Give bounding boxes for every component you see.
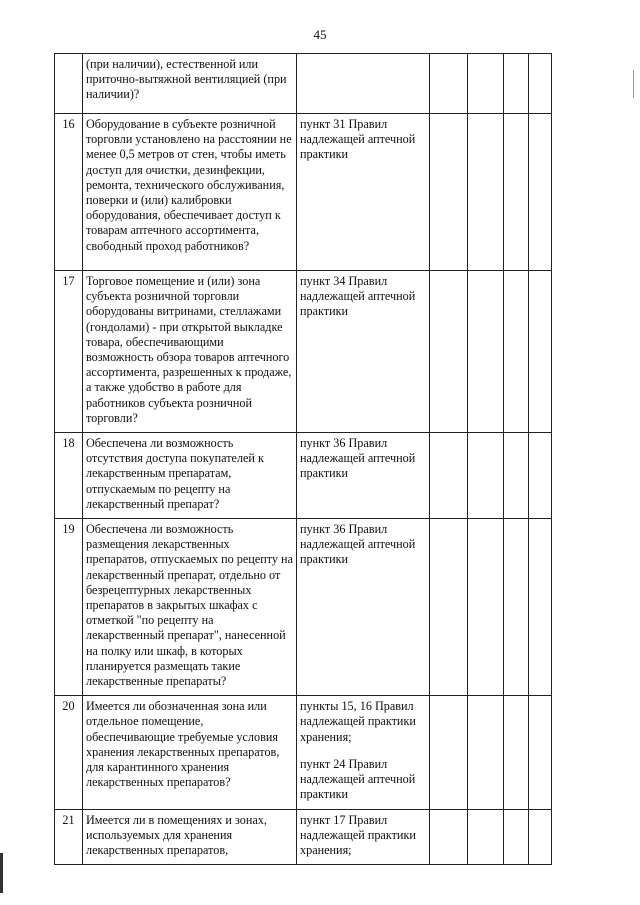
reference-text: пункт 24 Правил надлежащей аптечной практики — [300, 756, 416, 802]
row-cell-empty — [468, 519, 504, 696]
row-cell-empty — [529, 54, 552, 114]
row-cell-empty — [529, 433, 552, 519]
reference-text: пункт 36 Правил надлежащей аптечной практики — [300, 436, 416, 481]
row-cell-empty — [468, 114, 504, 271]
row-reference — [297, 519, 430, 696]
row-cell-empty — [504, 433, 529, 519]
scan-corner-mark — [0, 853, 3, 893]
row-cell-empty — [529, 271, 552, 433]
row-number: 17 — [55, 271, 83, 433]
row-cell-empty — [468, 809, 504, 865]
row-number: 19 — [55, 519, 83, 696]
row-reference — [297, 271, 430, 433]
row-number: 20 — [55, 696, 83, 809]
row-question: Имеется ли обозначенная зона или отдельное помещение, обеспечивающие требуемые условия хранения лекарственных препаратов, для карантинного хранения лекарственных препаратов? — [83, 696, 297, 809]
row-question: Обеспечена ли возможность отсутствия доступа покупателей к лекарственным препаратам, отпускаемым по рецепту на лекарственный препарат? — [83, 433, 297, 519]
row-cell-empty — [430, 696, 468, 809]
row-number: 21 — [55, 809, 83, 865]
row-number: 16 — [55, 114, 83, 271]
row-cell-empty — [529, 809, 552, 865]
row-reference — [297, 54, 430, 114]
row-cell-empty — [504, 809, 529, 865]
table-row — [55, 433, 552, 519]
row-reference — [297, 114, 430, 271]
row-cell-empty — [430, 114, 468, 271]
checklist-table — [54, 53, 552, 865]
table-row — [55, 54, 552, 114]
row-question: (при наличии), естественной или приточно-вытяжной вентиляцией (при наличии)? — [83, 54, 297, 114]
row-cell-empty — [430, 809, 468, 865]
row-number: 18 — [55, 433, 83, 519]
row-reference — [297, 696, 430, 809]
reference-text: пункт 31 Правил надлежащей аптечной практики — [300, 117, 416, 162]
table-row — [55, 271, 552, 433]
row-cell-empty — [504, 519, 529, 696]
table-row — [55, 696, 552, 809]
scan-edge-mark — [633, 70, 638, 98]
row-cell-empty — [430, 54, 468, 114]
reference-text: пункт 17 Правил надлежащей практики хранения; — [300, 812, 416, 857]
row-cell-empty — [529, 696, 552, 809]
row-question: Оборудование в субъекте розничной торговли установлено на расстоянии не менее 0,5 метров от стен, чтобы иметь доступ для очистки, дезинфекции, ремонта, технического обслуживания, поверки и (или) калибровки оборудования, обеспечивает доступ к товарам аптечного ассортимента, свободный проход работников? — [83, 114, 297, 271]
table-row — [55, 519, 552, 696]
reference-text: пункт 36 Правил надлежащей аптечной практики — [300, 522, 416, 567]
row-cell-empty — [430, 433, 468, 519]
row-cell-empty — [430, 519, 468, 696]
table-row — [55, 809, 552, 865]
row-cell-empty — [430, 271, 468, 433]
row-cell-empty — [468, 696, 504, 809]
row-cell-empty — [529, 519, 552, 696]
row-cell-empty — [504, 114, 529, 271]
row-cell-empty — [504, 271, 529, 433]
reference-text: пункты 15, 16 Правил надлежащей практики хранения; — [300, 699, 416, 744]
row-cell-empty — [529, 114, 552, 271]
row-question: Торговое помещение и (или) зона субъекта розничной торговли оборудованы витринами, стеллажами (гондолами) - при открытой выкладке товара, обеспечивающими возможность обзора товаров аптечного ассортимента, разрешенных к продаже, а также удобство в работе для работников субъекта розничной торговли? — [83, 271, 297, 433]
row-cell-empty — [468, 433, 504, 519]
row-number — [55, 54, 83, 114]
row-cell-empty — [468, 271, 504, 433]
row-question: Имеется ли в помещениях и зонах, используемых для хранения лекарственных препаратов, — [83, 809, 297, 865]
row-reference — [297, 809, 430, 865]
row-question: Обеспечена ли возможность размещения лекарственных препаратов, отпускаемых по рецепту на лекарственный препарат, отдельно от безрецептурных лекарственных препаратов в закрытых шкафах с отметкой "по рецепту на лекарственный препарат", нанесенной на полку или шкаф, в которых планируется размещать такие лекарственные препараты? — [83, 519, 297, 696]
row-cell-empty — [504, 54, 529, 114]
reference-text: пункт 34 Правил надлежащей аптечной практики — [300, 274, 416, 319]
row-cell-empty — [468, 54, 504, 114]
table-row — [55, 114, 552, 271]
row-reference — [297, 433, 430, 519]
row-cell-empty — [504, 696, 529, 809]
page-number: 45 — [313, 27, 327, 42]
